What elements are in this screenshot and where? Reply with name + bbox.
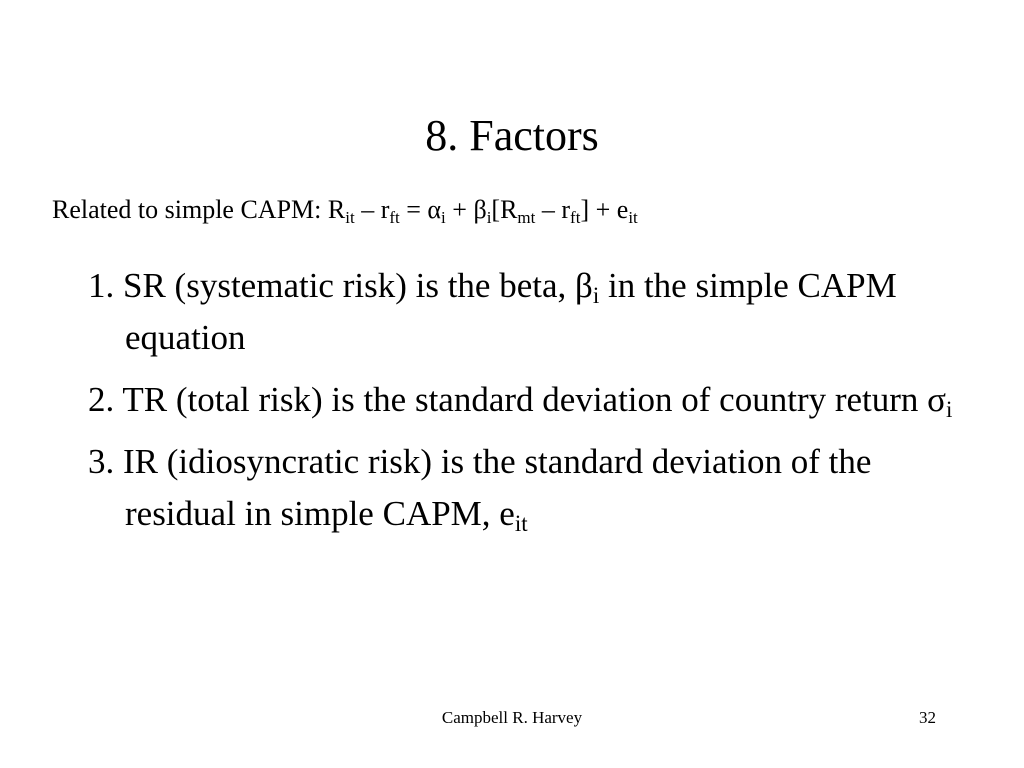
page-number: 32	[919, 708, 936, 727]
point-subscript: i	[946, 397, 953, 422]
equation-subscript: mt	[517, 208, 536, 227]
equation-text: + β	[445, 195, 487, 224]
equation-subscript: ft	[389, 208, 400, 227]
point-text: 2. TR (total risk) is the standard deviation of country return σ	[88, 380, 947, 419]
footer-author: Campbell R. Harvey	[441, 708, 583, 727]
point-text: 1. SR (systematic risk) is the beta, β	[88, 266, 593, 305]
equation-subscript: i	[441, 208, 446, 227]
equation-text: – r	[535, 195, 571, 224]
point-subscript: it	[514, 511, 528, 536]
equation-subscript: ft	[570, 208, 581, 227]
equation-text: – r	[354, 195, 390, 224]
point-item	[88, 260, 968, 364]
equation-text: [R	[491, 195, 518, 224]
capm-equation-line	[52, 192, 638, 228]
point-text: 3. IR (idiosyncratic risk) is the standard deviation of the residual in simple CAPM, e	[88, 442, 872, 533]
equation-subscript: it	[628, 208, 638, 227]
equation-text: = α	[399, 195, 442, 224]
point-list	[88, 260, 968, 550]
point-subscript: i	[592, 283, 600, 308]
slide-title: 8. Factors	[425, 111, 599, 160]
point-item	[88, 436, 968, 540]
point-item	[88, 374, 968, 426]
equation-subscript: it	[345, 208, 355, 227]
equation-subscript: i	[486, 208, 492, 227]
equation-text: Related to simple CAPM: R	[52, 195, 346, 224]
point-text: in the simple CAPM equation	[125, 266, 897, 357]
equation-text: ] + e	[580, 195, 629, 224]
